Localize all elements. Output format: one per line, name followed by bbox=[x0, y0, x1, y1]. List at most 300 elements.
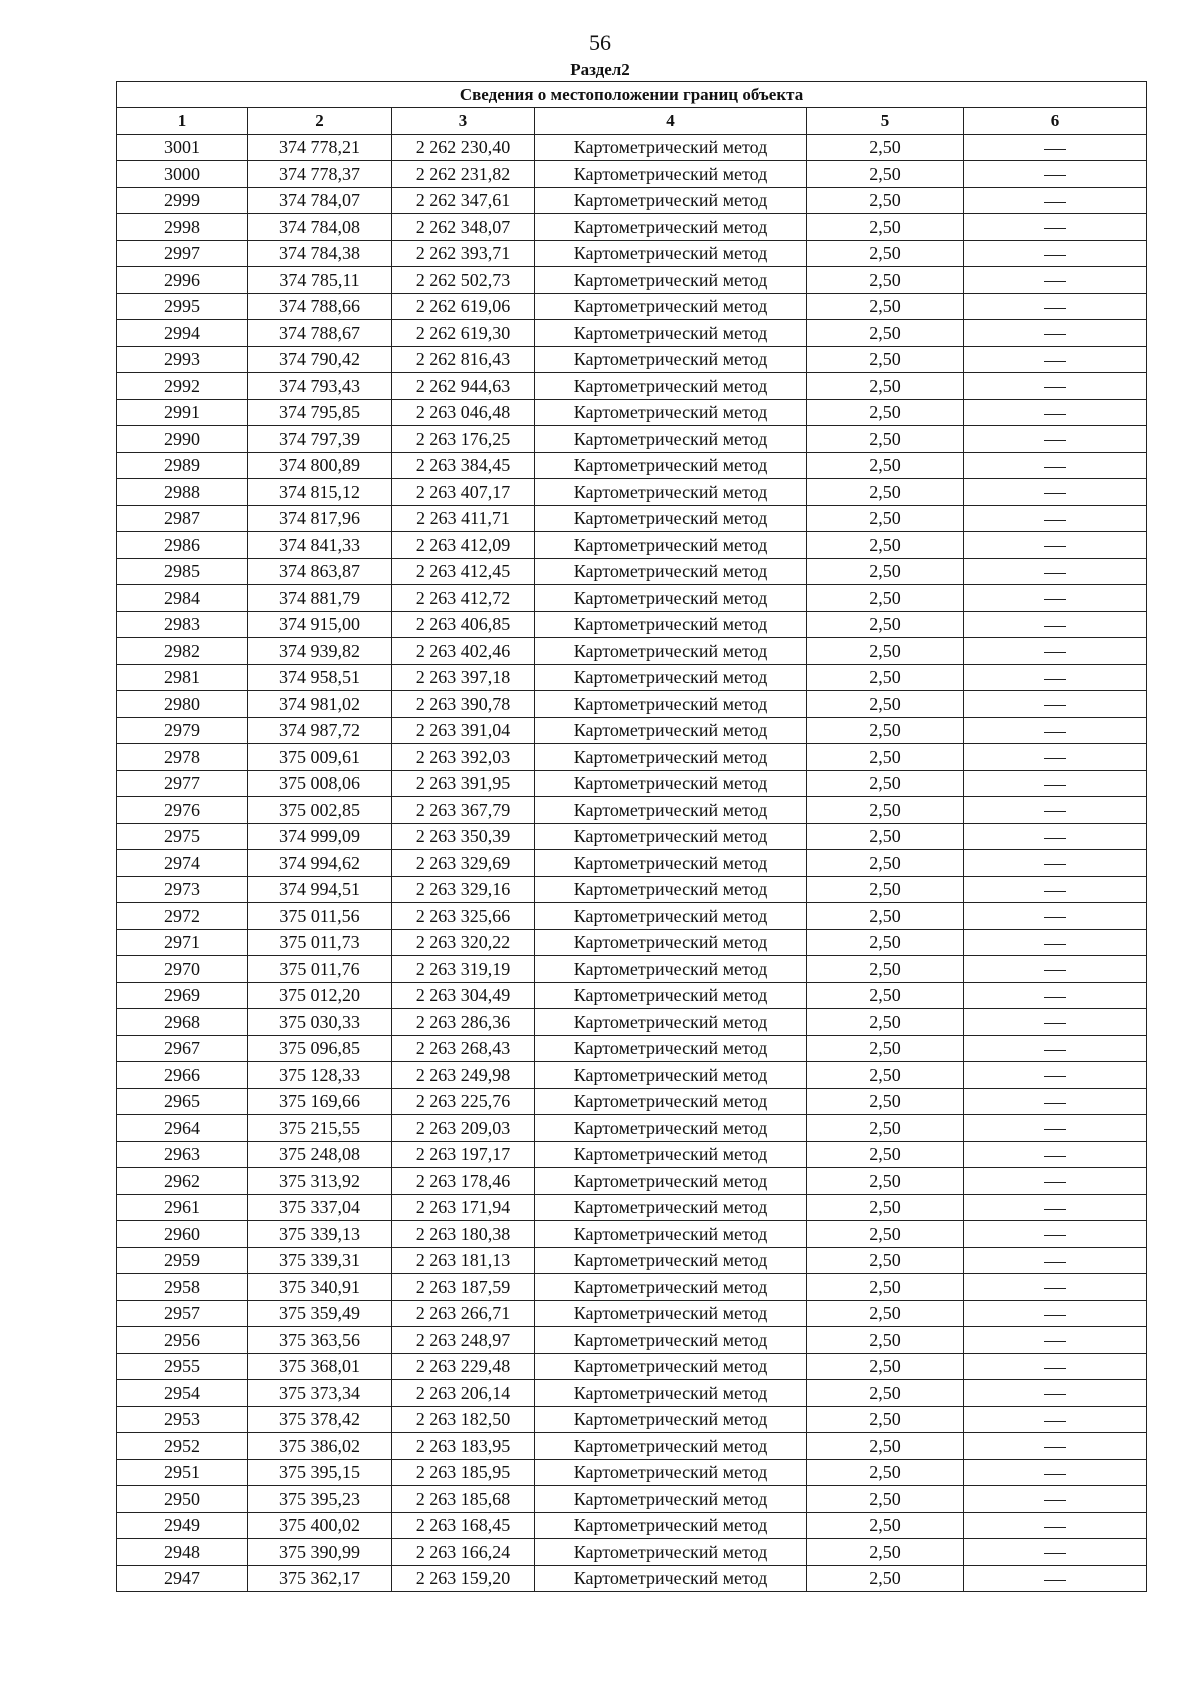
column-header-3: 3 bbox=[392, 108, 535, 135]
x-coordinate-cell: 375 009,61 bbox=[248, 744, 392, 771]
y-coordinate-cell: 2 262 348,07 bbox=[392, 214, 535, 241]
table-row bbox=[117, 267, 1147, 294]
accuracy-cell: 2,50 bbox=[807, 267, 964, 294]
y-coordinate-cell: 2 263 390,78 bbox=[392, 691, 535, 718]
table-row bbox=[117, 1539, 1147, 1566]
y-coordinate-cell: 2 262 502,73 bbox=[392, 267, 535, 294]
dash-mark bbox=[1044, 308, 1066, 309]
x-coordinate-cell: 375 359,49 bbox=[248, 1300, 392, 1327]
table-row bbox=[117, 797, 1147, 824]
table-row bbox=[117, 161, 1147, 188]
description-cell bbox=[964, 1380, 1147, 1407]
method-cell: Картометрический метод bbox=[535, 1327, 807, 1354]
dash-mark bbox=[1044, 1421, 1066, 1422]
accuracy-cell: 2,50 bbox=[807, 214, 964, 241]
point-number-cell: 2975 bbox=[117, 823, 248, 850]
method-cell: Картометрический метод bbox=[535, 770, 807, 797]
y-coordinate-cell: 2 263 320,22 bbox=[392, 929, 535, 956]
column-header-6: 6 bbox=[964, 108, 1147, 135]
point-number-cell: 2952 bbox=[117, 1433, 248, 1460]
accuracy-cell: 2,50 bbox=[807, 293, 964, 320]
description-cell bbox=[964, 1539, 1147, 1566]
x-coordinate-cell: 374 958,51 bbox=[248, 664, 392, 691]
y-coordinate-cell: 2 263 411,71 bbox=[392, 505, 535, 532]
dash-mark bbox=[1044, 1129, 1066, 1130]
y-coordinate-cell: 2 262 230,40 bbox=[392, 134, 535, 161]
point-number-cell: 2968 bbox=[117, 1009, 248, 1036]
description-cell bbox=[964, 1194, 1147, 1221]
x-coordinate-cell: 374 939,82 bbox=[248, 638, 392, 665]
point-number-cell: 2949 bbox=[117, 1512, 248, 1539]
dash-mark bbox=[1044, 1315, 1066, 1316]
dash-mark bbox=[1044, 970, 1066, 971]
table-row bbox=[117, 876, 1147, 903]
x-coordinate-cell: 374 778,37 bbox=[248, 161, 392, 188]
description-cell bbox=[964, 797, 1147, 824]
method-cell: Картометрический метод bbox=[535, 982, 807, 1009]
accuracy-cell: 2,50 bbox=[807, 1009, 964, 1036]
point-number-cell: 2947 bbox=[117, 1565, 248, 1592]
x-coordinate-cell: 374 817,96 bbox=[248, 505, 392, 532]
table-body bbox=[117, 134, 1147, 1592]
x-coordinate-cell: 375 012,20 bbox=[248, 982, 392, 1009]
dash-mark bbox=[1044, 917, 1066, 918]
y-coordinate-cell: 2 263 229,48 bbox=[392, 1353, 535, 1380]
x-coordinate-cell: 375 002,85 bbox=[248, 797, 392, 824]
point-number-cell: 2955 bbox=[117, 1353, 248, 1380]
table-row bbox=[117, 1486, 1147, 1513]
dash-mark bbox=[1044, 1156, 1066, 1157]
method-cell: Картометрический метод bbox=[535, 1115, 807, 1142]
table-row bbox=[117, 426, 1147, 453]
y-coordinate-cell: 2 263 168,45 bbox=[392, 1512, 535, 1539]
dash-mark bbox=[1044, 599, 1066, 600]
dash-mark bbox=[1044, 1209, 1066, 1210]
description-cell bbox=[964, 664, 1147, 691]
accuracy-cell: 2,50 bbox=[807, 1088, 964, 1115]
table-row bbox=[117, 1221, 1147, 1248]
table-row bbox=[117, 505, 1147, 532]
description-cell bbox=[964, 638, 1147, 665]
point-number-cell: 2985 bbox=[117, 558, 248, 585]
accuracy-cell: 2,50 bbox=[807, 134, 964, 161]
point-number-cell: 2964 bbox=[117, 1115, 248, 1142]
accuracy-cell: 2,50 bbox=[807, 744, 964, 771]
x-coordinate-cell: 375 395,23 bbox=[248, 1486, 392, 1513]
description-cell bbox=[964, 611, 1147, 638]
y-coordinate-cell: 2 263 407,17 bbox=[392, 479, 535, 506]
accuracy-cell: 2,50 bbox=[807, 1459, 964, 1486]
point-number-cell: 2983 bbox=[117, 611, 248, 638]
section-title: Раздел2 bbox=[570, 60, 630, 79]
x-coordinate-cell: 375 362,17 bbox=[248, 1565, 392, 1592]
table-row bbox=[117, 1433, 1147, 1460]
y-coordinate-cell: 2 263 209,03 bbox=[392, 1115, 535, 1142]
accuracy-cell: 2,50 bbox=[807, 1486, 964, 1513]
table-row bbox=[117, 214, 1147, 241]
description-cell bbox=[964, 1327, 1147, 1354]
dash-mark bbox=[1044, 1553, 1066, 1554]
column-header-2: 2 bbox=[248, 108, 392, 135]
accuracy-cell: 2,50 bbox=[807, 240, 964, 267]
method-cell: Картометрический метод bbox=[535, 399, 807, 426]
dash-mark bbox=[1044, 838, 1066, 839]
point-number-cell: 2974 bbox=[117, 850, 248, 877]
point-number-cell: 2979 bbox=[117, 717, 248, 744]
method-cell: Картометрический метод bbox=[535, 1035, 807, 1062]
point-number-cell: 2961 bbox=[117, 1194, 248, 1221]
method-cell: Картометрический метод bbox=[535, 1194, 807, 1221]
x-coordinate-cell: 375 215,55 bbox=[248, 1115, 392, 1142]
table-row bbox=[117, 956, 1147, 983]
boundary-coordinates-table bbox=[116, 81, 1147, 1592]
accuracy-cell: 2,50 bbox=[807, 426, 964, 453]
accuracy-cell: 2,50 bbox=[807, 585, 964, 612]
point-number-cell: 2957 bbox=[117, 1300, 248, 1327]
point-number-cell: 2972 bbox=[117, 903, 248, 930]
method-cell: Картометрический метод bbox=[535, 1406, 807, 1433]
y-coordinate-cell: 2 262 944,63 bbox=[392, 373, 535, 400]
dash-mark bbox=[1044, 944, 1066, 945]
y-coordinate-cell: 2 263 329,16 bbox=[392, 876, 535, 903]
x-coordinate-cell: 374 987,72 bbox=[248, 717, 392, 744]
table-row bbox=[117, 770, 1147, 797]
dash-mark bbox=[1044, 1447, 1066, 1448]
dash-mark bbox=[1044, 1394, 1066, 1395]
accuracy-cell: 2,50 bbox=[807, 187, 964, 214]
accuracy-cell: 2,50 bbox=[807, 320, 964, 347]
description-cell bbox=[964, 1406, 1147, 1433]
method-cell: Картометрический метод bbox=[535, 1009, 807, 1036]
method-cell: Картометрический метод bbox=[535, 1141, 807, 1168]
point-number-cell: 2948 bbox=[117, 1539, 248, 1566]
y-coordinate-cell: 2 263 183,95 bbox=[392, 1433, 535, 1460]
x-coordinate-cell: 374 800,89 bbox=[248, 452, 392, 479]
y-coordinate-cell: 2 263 182,50 bbox=[392, 1406, 535, 1433]
accuracy-cell: 2,50 bbox=[807, 505, 964, 532]
point-number-cell: 2958 bbox=[117, 1274, 248, 1301]
accuracy-cell: 2,50 bbox=[807, 1300, 964, 1327]
table-row bbox=[117, 1327, 1147, 1354]
method-cell: Картометрический метод bbox=[535, 850, 807, 877]
description-cell bbox=[964, 585, 1147, 612]
method-cell: Картометрический метод bbox=[535, 558, 807, 585]
description-cell bbox=[964, 320, 1147, 347]
y-coordinate-cell: 2 263 329,69 bbox=[392, 850, 535, 877]
y-coordinate-cell: 2 263 176,25 bbox=[392, 426, 535, 453]
description-cell bbox=[964, 214, 1147, 241]
point-number-cell: 2992 bbox=[117, 373, 248, 400]
dash-mark bbox=[1044, 1288, 1066, 1289]
y-coordinate-cell: 2 263 046,48 bbox=[392, 399, 535, 426]
method-cell: Картометрический метод bbox=[535, 956, 807, 983]
accuracy-cell: 2,50 bbox=[807, 161, 964, 188]
description-cell bbox=[964, 1274, 1147, 1301]
point-number-cell: 2986 bbox=[117, 532, 248, 559]
method-cell: Картометрический метод bbox=[535, 161, 807, 188]
method-cell: Картометрический метод bbox=[535, 346, 807, 373]
method-cell: Картометрический метод bbox=[535, 187, 807, 214]
dash-mark bbox=[1044, 361, 1066, 362]
method-cell: Картометрический метод bbox=[535, 1459, 807, 1486]
x-coordinate-cell: 374 788,67 bbox=[248, 320, 392, 347]
method-cell: Картометрический метод bbox=[535, 532, 807, 559]
method-cell: Картометрический метод bbox=[535, 744, 807, 771]
dash-mark bbox=[1044, 679, 1066, 680]
table-row bbox=[117, 1406, 1147, 1433]
x-coordinate-cell: 374 999,09 bbox=[248, 823, 392, 850]
description-cell bbox=[964, 1221, 1147, 1248]
method-cell: Картометрический метод bbox=[535, 1512, 807, 1539]
description-cell bbox=[964, 691, 1147, 718]
x-coordinate-cell: 374 863,87 bbox=[248, 558, 392, 585]
table-row bbox=[117, 1300, 1147, 1327]
description-cell bbox=[964, 903, 1147, 930]
point-number-cell: 2982 bbox=[117, 638, 248, 665]
accuracy-cell: 2,50 bbox=[807, 1274, 964, 1301]
dash-mark bbox=[1044, 1474, 1066, 1475]
dash-mark bbox=[1044, 334, 1066, 335]
method-cell: Картометрический метод bbox=[535, 1353, 807, 1380]
description-cell bbox=[964, 1035, 1147, 1062]
x-coordinate-cell: 374 784,07 bbox=[248, 187, 392, 214]
x-coordinate-cell: 375 400,02 bbox=[248, 1512, 392, 1539]
x-coordinate-cell: 374 981,02 bbox=[248, 691, 392, 718]
x-coordinate-cell: 375 386,02 bbox=[248, 1433, 392, 1460]
page-number: 56 bbox=[589, 30, 611, 55]
x-coordinate-cell: 374 815,12 bbox=[248, 479, 392, 506]
description-cell bbox=[964, 1459, 1147, 1486]
table-row bbox=[117, 1088, 1147, 1115]
method-cell: Картометрический метод bbox=[535, 267, 807, 294]
description-cell bbox=[964, 823, 1147, 850]
dash-mark bbox=[1044, 1368, 1066, 1369]
point-number-cell: 2977 bbox=[117, 770, 248, 797]
point-number-cell: 2994 bbox=[117, 320, 248, 347]
accuracy-cell: 2,50 bbox=[807, 1433, 964, 1460]
point-number-cell: 2951 bbox=[117, 1459, 248, 1486]
method-cell: Картометрический метод bbox=[535, 214, 807, 241]
point-number-cell: 2997 bbox=[117, 240, 248, 267]
point-number-cell: 2962 bbox=[117, 1168, 248, 1195]
table-row bbox=[117, 293, 1147, 320]
point-number-cell: 2963 bbox=[117, 1141, 248, 1168]
x-coordinate-cell: 374 790,42 bbox=[248, 346, 392, 373]
dash-mark bbox=[1044, 1500, 1066, 1501]
dash-mark bbox=[1044, 202, 1066, 203]
description-cell bbox=[964, 293, 1147, 320]
y-coordinate-cell: 2 263 159,20 bbox=[392, 1565, 535, 1592]
table-row bbox=[117, 399, 1147, 426]
accuracy-cell: 2,50 bbox=[807, 1168, 964, 1195]
description-cell bbox=[964, 426, 1147, 453]
dash-mark bbox=[1044, 414, 1066, 415]
x-coordinate-cell: 375 390,99 bbox=[248, 1539, 392, 1566]
table-row bbox=[117, 558, 1147, 585]
table-row bbox=[117, 532, 1147, 559]
x-coordinate-cell: 375 339,31 bbox=[248, 1247, 392, 1274]
method-cell: Картометрический метод bbox=[535, 1380, 807, 1407]
x-coordinate-cell: 375 096,85 bbox=[248, 1035, 392, 1062]
dash-mark bbox=[1044, 997, 1066, 998]
description-cell bbox=[964, 373, 1147, 400]
method-cell: Картометрический метод bbox=[535, 717, 807, 744]
accuracy-cell: 2,50 bbox=[807, 346, 964, 373]
method-cell: Картометрический метод bbox=[535, 373, 807, 400]
accuracy-cell: 2,50 bbox=[807, 1141, 964, 1168]
table-row bbox=[117, 1353, 1147, 1380]
description-cell bbox=[964, 187, 1147, 214]
point-number-cell: 2969 bbox=[117, 982, 248, 1009]
dash-mark bbox=[1044, 891, 1066, 892]
y-coordinate-cell: 2 263 206,14 bbox=[392, 1380, 535, 1407]
dash-mark bbox=[1044, 493, 1066, 494]
method-cell: Картометрический метод bbox=[535, 1088, 807, 1115]
point-number-cell: 2965 bbox=[117, 1088, 248, 1115]
dash-mark bbox=[1044, 387, 1066, 388]
description-cell bbox=[964, 267, 1147, 294]
table-row bbox=[117, 1194, 1147, 1221]
accuracy-cell: 2,50 bbox=[807, 770, 964, 797]
y-coordinate-cell: 2 263 392,03 bbox=[392, 744, 535, 771]
method-cell: Картометрический метод bbox=[535, 585, 807, 612]
description-cell bbox=[964, 1433, 1147, 1460]
x-coordinate-cell: 375 395,15 bbox=[248, 1459, 392, 1486]
y-coordinate-cell: 2 263 367,79 bbox=[392, 797, 535, 824]
accuracy-cell: 2,50 bbox=[807, 1062, 964, 1089]
point-number-cell: 2984 bbox=[117, 585, 248, 612]
point-number-cell: 2991 bbox=[117, 399, 248, 426]
method-cell: Картометрический метод bbox=[535, 1539, 807, 1566]
method-cell: Картометрический метод bbox=[535, 664, 807, 691]
point-number-cell: 2956 bbox=[117, 1327, 248, 1354]
description-cell bbox=[964, 1512, 1147, 1539]
table-row bbox=[117, 1009, 1147, 1036]
table-row bbox=[117, 1115, 1147, 1142]
point-number-cell: 3001 bbox=[117, 134, 248, 161]
accuracy-cell: 2,50 bbox=[807, 1539, 964, 1566]
point-number-cell: 2980 bbox=[117, 691, 248, 718]
method-cell: Картометрический метод bbox=[535, 1300, 807, 1327]
y-coordinate-cell: 2 263 166,24 bbox=[392, 1539, 535, 1566]
method-cell: Картометрический метод bbox=[535, 903, 807, 930]
accuracy-cell: 2,50 bbox=[807, 850, 964, 877]
description-cell bbox=[964, 1300, 1147, 1327]
x-coordinate-cell: 375 128,33 bbox=[248, 1062, 392, 1089]
dash-mark bbox=[1044, 228, 1066, 229]
y-coordinate-cell: 2 263 181,13 bbox=[392, 1247, 535, 1274]
x-coordinate-cell: 374 795,85 bbox=[248, 399, 392, 426]
accuracy-cell: 2,50 bbox=[807, 691, 964, 718]
y-coordinate-cell: 2 262 816,43 bbox=[392, 346, 535, 373]
point-number-cell: 2989 bbox=[117, 452, 248, 479]
y-coordinate-cell: 2 263 178,46 bbox=[392, 1168, 535, 1195]
method-cell: Картометрический метод bbox=[535, 1433, 807, 1460]
point-number-cell: 2995 bbox=[117, 293, 248, 320]
y-coordinate-cell: 2 263 268,43 bbox=[392, 1035, 535, 1062]
method-cell: Картометрический метод bbox=[535, 1221, 807, 1248]
table-row bbox=[117, 744, 1147, 771]
point-number-cell: 2999 bbox=[117, 187, 248, 214]
description-cell bbox=[964, 452, 1147, 479]
accuracy-cell: 2,50 bbox=[807, 717, 964, 744]
accuracy-cell: 2,50 bbox=[807, 373, 964, 400]
point-number-cell: 2993 bbox=[117, 346, 248, 373]
y-coordinate-cell: 2 263 197,17 bbox=[392, 1141, 535, 1168]
accuracy-cell: 2,50 bbox=[807, 558, 964, 585]
description-cell bbox=[964, 982, 1147, 1009]
table-row bbox=[117, 1565, 1147, 1592]
x-coordinate-cell: 374 788,66 bbox=[248, 293, 392, 320]
point-number-cell: 2950 bbox=[117, 1486, 248, 1513]
table-row bbox=[117, 823, 1147, 850]
method-cell: Картометрический метод bbox=[535, 611, 807, 638]
table-row bbox=[117, 373, 1147, 400]
table-row bbox=[117, 850, 1147, 877]
point-number-cell: 2970 bbox=[117, 956, 248, 983]
table-row bbox=[117, 664, 1147, 691]
description-cell bbox=[964, 1565, 1147, 1592]
accuracy-cell: 2,50 bbox=[807, 1565, 964, 1592]
y-coordinate-cell: 2 263 325,66 bbox=[392, 903, 535, 930]
table-row bbox=[117, 346, 1147, 373]
y-coordinate-cell: 2 263 384,45 bbox=[392, 452, 535, 479]
dash-mark bbox=[1044, 281, 1066, 282]
x-coordinate-cell: 374 994,62 bbox=[248, 850, 392, 877]
x-coordinate-cell: 375 368,01 bbox=[248, 1353, 392, 1380]
description-cell bbox=[964, 1486, 1147, 1513]
method-cell: Картометрический метод bbox=[535, 1565, 807, 1592]
dash-mark bbox=[1044, 1076, 1066, 1077]
x-coordinate-cell: 375 169,66 bbox=[248, 1088, 392, 1115]
description-cell bbox=[964, 1141, 1147, 1168]
method-cell: Картометрический метод bbox=[535, 929, 807, 956]
accuracy-cell: 2,50 bbox=[807, 611, 964, 638]
accuracy-cell: 2,50 bbox=[807, 982, 964, 1009]
description-cell bbox=[964, 1168, 1147, 1195]
dash-mark bbox=[1044, 1341, 1066, 1342]
y-coordinate-cell: 2 262 393,71 bbox=[392, 240, 535, 267]
description-cell bbox=[964, 479, 1147, 506]
accuracy-cell: 2,50 bbox=[807, 532, 964, 559]
x-coordinate-cell: 375 378,42 bbox=[248, 1406, 392, 1433]
point-number-cell: 2966 bbox=[117, 1062, 248, 1089]
accuracy-cell: 2,50 bbox=[807, 1035, 964, 1062]
dash-mark bbox=[1044, 1262, 1066, 1263]
point-number-cell: 2960 bbox=[117, 1221, 248, 1248]
x-coordinate-cell: 374 841,33 bbox=[248, 532, 392, 559]
y-coordinate-cell: 2 263 185,95 bbox=[392, 1459, 535, 1486]
table-header bbox=[117, 82, 1147, 135]
dash-mark bbox=[1044, 705, 1066, 706]
accuracy-cell: 2,50 bbox=[807, 1406, 964, 1433]
y-coordinate-cell: 2 263 180,38 bbox=[392, 1221, 535, 1248]
dash-mark bbox=[1044, 149, 1066, 150]
y-coordinate-cell: 2 263 185,68 bbox=[392, 1486, 535, 1513]
x-coordinate-cell: 375 030,33 bbox=[248, 1009, 392, 1036]
method-cell: Картометрический метод bbox=[535, 134, 807, 161]
description-cell bbox=[964, 532, 1147, 559]
x-coordinate-cell: 374 784,08 bbox=[248, 214, 392, 241]
table-row bbox=[117, 187, 1147, 214]
dash-mark bbox=[1044, 440, 1066, 441]
dash-mark bbox=[1044, 732, 1066, 733]
y-coordinate-cell: 2 263 391,04 bbox=[392, 717, 535, 744]
description-cell bbox=[964, 134, 1147, 161]
table-row bbox=[117, 1247, 1147, 1274]
y-coordinate-cell: 2 263 187,59 bbox=[392, 1274, 535, 1301]
column-header-row bbox=[117, 108, 1147, 135]
